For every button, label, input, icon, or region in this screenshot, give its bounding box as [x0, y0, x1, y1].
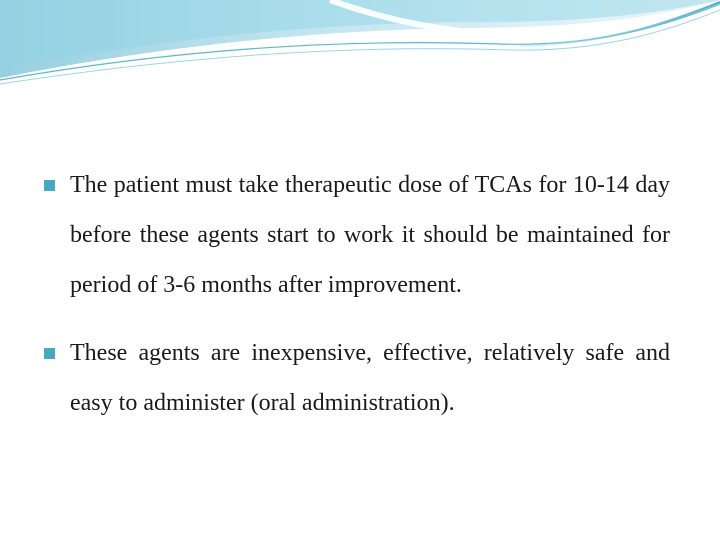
bullet-text: The patient must take therapeutic dose of TCAs for 10-14 day before these agents start to work it should be maintained for period of 3-6 months after improvement.: [70, 172, 670, 298]
bullet-text: These agents are inexpensive, effective, relatively safe and easy to administer (oral administration).: [70, 340, 670, 416]
bullet-list: [44, 160, 670, 428]
decorative-wave-header: [0, 0, 720, 90]
bullet-item-2: [44, 328, 670, 428]
square-bullet-icon: [44, 348, 55, 359]
bullet-item-1: [44, 160, 670, 310]
square-bullet-icon: [44, 180, 55, 191]
